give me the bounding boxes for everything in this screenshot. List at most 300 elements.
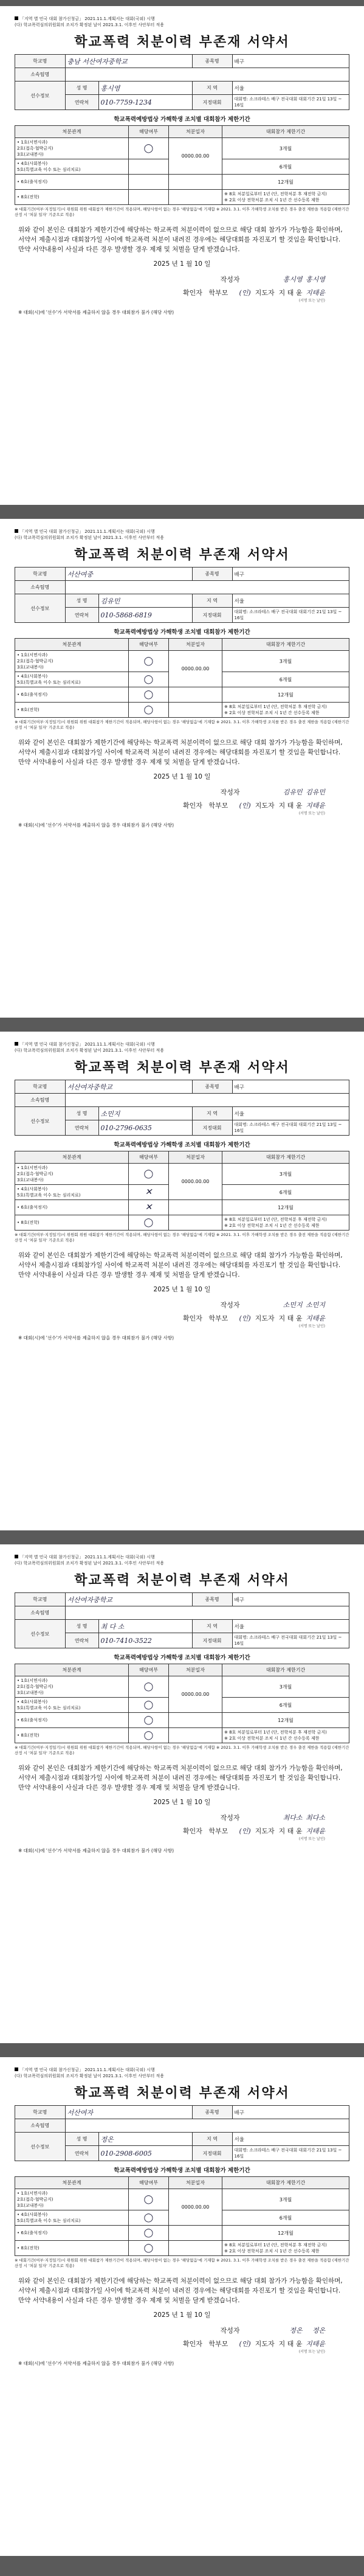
limit-cell: 3개월 [222, 651, 349, 672]
name-value: 김유민 [98, 594, 192, 608]
coach-signature: 지태윤 [306, 2340, 325, 2348]
check-mark [129, 190, 169, 205]
pledge-page [0, 519, 364, 1018]
date-cell-empty [169, 1728, 222, 1743]
name-value: 소민지 [98, 1107, 192, 1120]
measure-cell: • 1호(서면사과) 2호(접촉·협박금지) 3호(교내봉사) [15, 1676, 129, 1698]
limit-remark: ※ 8호 처분일로부터 1년 (단, 전학처분 후 재전학 금지) ※ 2호 이상 전학처분 조치 시 1년 간 선수등록 제한 [222, 703, 349, 718]
footnote: ※ 대회기간(여부·지정일기)시 위원회 위원 대회참가 제한기간이 적용되며, 해당사항이 없는 경우 '해당없음'에 기재함 ※ 2021. 3.1. 이후 가해학생 조치를 받은 경우 출전 제한을 적용함 (제한기간 산정 시 '처분 일자' 기준으로 적용) [15, 207, 349, 217]
col-check: 해당여부 [129, 1151, 169, 1164]
table-row [15, 651, 349, 672]
coach-name: 지 태 윤 [278, 802, 303, 810]
club-label: 소속팀명 [15, 68, 66, 82]
region-value: 서울 [232, 82, 349, 95]
date-cell-empty [169, 1200, 222, 1215]
sign-note: (서명 또는 날인) [298, 1324, 325, 1328]
check-mark: ◯ [129, 2189, 169, 2210]
sign-note: (서명 또는 날인) [298, 2350, 325, 2354]
check-mark: ✕ [129, 1200, 169, 1215]
date-cell: 0000.00.00 [169, 1676, 222, 1713]
measure-cell: • 4호(사회봉사) 5호(특별교육 이수 또는 심리치료) [15, 159, 129, 175]
header-note-2: (다) 학교폭력심의위원회의 조치가 확정된 날이 2021.3.1. 이후인 사안부터 적용 [15, 535, 164, 540]
header-note-2: (다) 학교폭력심의위원회의 조치가 확정된 날이 2021.3.1. 이후인 사안부터 적용 [15, 23, 164, 27]
confirmer-label: 확인자 [182, 1314, 202, 1322]
region-value: 서울 [232, 1620, 349, 1633]
measure-cell: • 4호(사회봉사) 5호(특별교육 이수 또는 심리치료) [15, 1698, 129, 1713]
date-cell-empty [169, 175, 222, 190]
parent-seal: (인) [239, 289, 251, 297]
check-mark: ◯ [129, 2226, 169, 2241]
section-title: 학교폭력예방법상 가해학생 조치별 대회참가 제한기간 [114, 1142, 250, 1148]
bottom-note: ※ 대회(시)에 '선수'가 서약서를 제출하지 않을 경우 대회참가 불가 (해당 사항) [18, 1335, 174, 1341]
table-row [15, 2189, 349, 2210]
date-cell-empty [169, 1215, 222, 1231]
pledge-date: 2025 년 1 월 10 일 [153, 260, 211, 268]
col-date: 처분일자 [169, 2177, 222, 2189]
club-value [65, 581, 349, 594]
athlete-label: 선수정보 [15, 1620, 66, 1648]
pledge-body: 위와 같이 본인은 대회참가 제한기간에 해당하는 학교폭력 처분이력이 없으므로 해당 대회 참가가 가능함을 확인하며, 서약서 제출시점과 대회참가일 사이에 학교폭력 처분이 내려진 경우에는 해당대회를 자진포기 할 것임을 확인합니다. 만약 서약내용이 사실과 다른 경우 발생할 경우 제재 및 처벌을 달게 받겠습니다. [18, 226, 343, 253]
coach-name: 지 태 윤 [278, 2340, 303, 2348]
phone-value: 010-2908-6005 [98, 2146, 192, 2161]
sign-note: (서명 또는 날인) [298, 299, 325, 303]
check-mark: ◯ [129, 1215, 169, 1231]
table-row [15, 1728, 349, 1743]
table-row [15, 1200, 349, 1215]
confirmer-label: 확인자 [182, 1827, 202, 1835]
limit-cell: 3개월 [222, 1676, 349, 1698]
limit-cell: 12개월 [222, 2226, 349, 2241]
bullet-square-icon [15, 1555, 18, 1558]
region-label: 지 역 [192, 594, 232, 608]
date-cell: 0000.00.00 [169, 2189, 222, 2226]
measure-table [15, 1151, 349, 1231]
measure-cell: • 1호(서면사과) 2호(접촉·협박금지) 3호(교내봉사) [15, 651, 129, 672]
bottom-note: ※ 대회(시)에 '선수'가 서약서를 제출하지 않을 경우 대회참가 불가 (해당 사항) [18, 822, 174, 828]
limit-remark: ※ 8호 처분일로부터 1년 (단, 전학처분 후 재전학 금지) ※ 2호 이상 전학처분 조치 시 1년 간 선수등록 제한 [222, 190, 349, 205]
header-note: 「지역 별 민국 대회 참가신청금」 2021.11.1.계획서는 대회(국외) 시행 [15, 16, 349, 22]
parent-label: 학부모 [208, 1314, 228, 1322]
header-note: 「지역 별 민국 대회 참가신청금」 2021.11.1.계획서는 대회(국외) 시행 [15, 2067, 349, 2073]
measure-cell: • 6호(출석정지) [15, 2226, 129, 2241]
check-mark: ◯ [129, 2241, 169, 2256]
check-mark: ◯ [129, 687, 169, 703]
pledge-page [0, 2057, 364, 2556]
club-value [65, 1606, 349, 1620]
phone-label: 연락처 [65, 95, 98, 110]
check-mark [129, 175, 169, 190]
coach-label: 지도자 [255, 1827, 275, 1835]
designated-event-label: 지정대회 [192, 1120, 232, 1136]
coach-signature: 지태윤 [306, 802, 325, 810]
header-note-2: (다) 학교폭력심의위원회의 조치가 확정된 날이 2021.3.1. 이후인 사안부터 적용 [15, 1561, 164, 1566]
writer-seal-signature: 최다소 [306, 1814, 325, 1822]
measure-cell: • 1호(서면사과) 2호(접촉·협박금지) 3호(교내봉사) [15, 138, 129, 159]
writer-label: 작성자 [220, 276, 240, 283]
page-title: 학교폭력 처분이력 부존재 서약서 [74, 35, 290, 50]
col-measure: 처분관계 [15, 2177, 129, 2189]
bullet-square-icon [15, 2067, 18, 2071]
designated-event-value: 대회명: 소크라테스 배구 전국대회 대회기간 21일 13일 ~ 16일 [232, 1120, 349, 1136]
date-cell-empty [169, 1713, 222, 1728]
pledge-date: 2025 년 1 월 10 일 [153, 1799, 211, 1806]
school-value: 서산여자 [65, 2106, 192, 2119]
sign-note: (서명 또는 날인) [298, 811, 325, 816]
designated-event-value: 대회명: 소크라테스 배구 전국대회 대회기간 21일 13일 ~ 16일 [232, 1633, 349, 1648]
coach-name: 지 태 윤 [278, 289, 303, 297]
school-label: 학교명 [15, 2106, 66, 2119]
check-mark: ◯ [129, 1698, 169, 1713]
measure-table [15, 638, 349, 718]
coach-label: 지도자 [255, 2340, 275, 2348]
coach-label: 지도자 [255, 1314, 275, 1322]
designated-event-label: 지정대회 [192, 2146, 232, 2161]
event-label: 종목명 [192, 1593, 232, 1606]
region-label: 지 역 [192, 1107, 232, 1120]
limit-cell: 12개월 [222, 175, 349, 190]
col-check: 해당여부 [129, 2177, 169, 2189]
school-value: 충남 서산여자중학교 [65, 55, 192, 68]
coach-name: 지 태 윤 [278, 1827, 303, 1835]
designated-event-value: 대회명: 소크라테스 배구 전국대회 대회기간 21일 13일 ~ 16일 [232, 2146, 349, 2161]
pledge-date: 2025 년 1 월 10 일 [153, 773, 211, 780]
col-limit: 대회참가 제한기간 [222, 126, 349, 138]
col-check: 해당여부 [129, 1664, 169, 1676]
club-value [65, 2119, 349, 2133]
date-cell-empty [169, 2226, 222, 2241]
table-row [15, 1713, 349, 1728]
col-limit: 대회참가 제한기간 [222, 639, 349, 651]
designated-event-label: 지정대회 [192, 608, 232, 623]
athlete-info-table [15, 567, 349, 623]
pledge-page [0, 6, 364, 505]
measure-cell: • 8호(전학) [15, 2241, 129, 2256]
col-date: 처분일자 [169, 1664, 222, 1676]
col-check: 해당여부 [129, 639, 169, 651]
region-label: 지 역 [192, 1620, 232, 1633]
event-label: 종목명 [192, 2106, 232, 2119]
parent-label: 학부모 [208, 289, 228, 297]
bullet-square-icon [15, 529, 18, 533]
parent-seal: (인) [239, 2340, 251, 2348]
phone-label: 연락처 [65, 608, 98, 623]
writer-signature: 최다소 [283, 1814, 303, 1822]
parent-seal: (인) [239, 1314, 251, 1322]
col-limit: 대회참가 제한기간 [222, 1151, 349, 1164]
writer-signature-row [15, 2324, 325, 2338]
writer-signature-row [15, 1811, 325, 1825]
col-limit: 대회참가 제한기간 [222, 1664, 349, 1676]
bottom-note: ※ 대회(시)에 '선수'가 서약서를 제출하지 않을 경우 대회참가 불가 (해당 사항) [18, 1848, 174, 1853]
table-row [15, 2226, 349, 2241]
region-value: 서울 [232, 2133, 349, 2146]
parent-label: 학부모 [208, 2340, 228, 2348]
table-row [15, 687, 349, 703]
footnote: ※ 대회기간(여부·지정일기)시 위원회 위원 대회참가 제한기간이 적용되며, 해당사항이 없는 경우 '해당없음'에 기재함 ※ 2021. 3.1. 이후 가해학생 조치를 받은 경우 출전 제한을 적용함 (제한기간 산정 시 '처분 일자' 기준으로 적용) [15, 1745, 349, 1755]
name-label: 성 명 [65, 82, 98, 95]
athlete-label: 선수정보 [15, 1107, 66, 1136]
page-title: 학교폭력 처분이력 부존재 서약서 [74, 1060, 290, 1075]
parent-seal: (인) [239, 802, 251, 810]
phone-value: 010-7410-3522 [98, 1633, 192, 1648]
writer-seal-signature: 소민지 [306, 1301, 325, 1309]
phone-value: 010-2796-0635 [98, 1120, 192, 1136]
check-mark: ◯ [129, 1713, 169, 1728]
footnote: ※ 대회기간(여부·지정일기)시 위원회 위원 대회참가 제한기간이 적용되며, 해당사항이 없는 경우 '해당없음'에 기재함 ※ 2021. 3.1. 이후 가해학생 조치를 받은 경우 출전 제한을 적용함 (제한기간 산정 시 '처분 일자' 기준으로 적용) [15, 720, 349, 730]
athlete-label: 선수정보 [15, 2133, 66, 2161]
sport-value: 배구 [232, 2106, 349, 2119]
phone-label: 연락처 [65, 2146, 98, 2161]
limit-remark: ※ 8호 처분일로부터 1년 (단, 전학처분 후 재전학 금지) ※ 2호 이상 전학처분 조치 시 1년 간 선수등록 제한 [222, 1215, 349, 1231]
name-label: 성 명 [65, 1107, 98, 1120]
athlete-label: 선수정보 [15, 594, 66, 623]
coach-signature: 지태윤 [306, 289, 325, 297]
athlete-info-table [15, 1592, 349, 1648]
phone-label: 연락처 [65, 1120, 98, 1136]
table-row [15, 138, 349, 159]
school-value: 서산여자중학교 [65, 1593, 192, 1606]
limit-cell: 12개월 [222, 687, 349, 703]
measure-cell: • 4호(사회봉사) 5호(특별교육 이수 또는 심리치료) [15, 1185, 129, 1200]
limit-cell: 6개월 [222, 1698, 349, 1713]
writer-label: 작성자 [220, 1301, 240, 1309]
measure-cell: • 8호(전학) [15, 1728, 129, 1743]
check-mark: ◯ [129, 138, 169, 159]
club-label: 소속팀명 [15, 1606, 66, 1620]
school-value: 서산여자중학교 [65, 1080, 192, 1094]
date-cell-empty [169, 703, 222, 718]
region-label: 지 역 [192, 2133, 232, 2146]
writer-signature-row [15, 786, 325, 799]
col-date: 처분일자 [169, 1151, 222, 1164]
limit-remark: ※ 8호 처분일로부터 1년 (단, 전학처분 후 재전학 금지) ※ 2호 이상 전학처분 조치 시 1년 간 선수등록 제한 [222, 1728, 349, 1743]
club-value [65, 68, 349, 82]
limit-cell: 3개월 [222, 1164, 349, 1185]
date-cell: 0000.00.00 [169, 138, 222, 175]
page-title: 학교폭력 처분이력 부존재 서약서 [74, 1573, 290, 1588]
coach-label: 지도자 [255, 802, 275, 810]
measure-cell: • 8호(전학) [15, 190, 129, 205]
check-mark: ◯ [129, 1164, 169, 1185]
check-mark: ✕ [129, 1185, 169, 1200]
event-label: 종목명 [192, 55, 232, 68]
coach-name: 지 태 윤 [278, 1314, 303, 1322]
limit-cell: 6개월 [222, 672, 349, 687]
writer-signature: 김유민 [283, 788, 303, 796]
confirmer-label: 확인자 [182, 802, 202, 810]
name-label: 성 명 [65, 594, 98, 608]
footnote: ※ 대회기간(여부·지정일기)시 위원회 위원 대회참가 제한기간이 적용되며, 해당사항이 없는 경우 '해당없음'에 기재함 ※ 2021. 3.1. 이후 가해학생 조치를 받은 경우 출전 제한을 적용함 (제한기간 산정 시 '처분 일자' 기준으로 적용) [15, 2258, 349, 2268]
school-label: 학교명 [15, 1080, 66, 1094]
date-cell: 0000.00.00 [169, 651, 222, 687]
section-title: 학교폭력예방법상 가해학생 조치별 대회참가 제한기간 [114, 116, 250, 123]
limit-cell: 6개월 [222, 2210, 349, 2226]
table-row [15, 1215, 349, 1231]
writer-signature: 소민지 [283, 1301, 303, 1309]
bottom-note: ※ 대회(시)에 '선수'가 서약서를 제출하지 않을 경우 대회참가 불가 (해당 사항) [18, 310, 174, 315]
section-title: 학교폭력예방법상 가해학생 조치별 대회참가 제한기간 [114, 629, 250, 636]
confirmer-label: 확인자 [182, 289, 202, 297]
section-title: 학교폭력예방법상 가해학생 조치별 대회참가 제한기간 [114, 1654, 250, 1661]
school-label: 학교명 [15, 568, 66, 581]
header-note-2: (다) 학교폭력심의위원회의 조치가 확정된 날이 2021.3.1. 이후인 사안부터 적용 [15, 2074, 164, 2078]
limit-cell: 6개월 [222, 1185, 349, 1200]
name-value: 홍시영 [98, 82, 192, 95]
table-row [15, 1164, 349, 1185]
writer-signature-row [15, 1299, 325, 1312]
sport-value: 배구 [232, 568, 349, 581]
sport-value: 배구 [232, 1080, 349, 1094]
check-mark: ◯ [129, 2210, 169, 2226]
event-label: 종목명 [192, 568, 232, 581]
club-label: 소속팀명 [15, 2119, 66, 2133]
writer-label: 작성자 [220, 788, 240, 796]
check-mark: ◯ [129, 1676, 169, 1698]
pledge-page [0, 1544, 364, 2043]
col-limit: 대회참가 제한기간 [222, 2177, 349, 2189]
header-note: 「지역 별 민국 대회 참가신청금」 2021.11.1.계획서는 대회(국외) 시행 [15, 1554, 349, 1560]
name-label: 성 명 [65, 2133, 98, 2146]
confirmer-label: 확인자 [182, 2340, 202, 2348]
limit-cell: 6개월 [222, 159, 349, 175]
school-value: 서산여중 [65, 568, 192, 581]
section-title: 학교폭력예방법상 가해학생 조치별 대회참가 제한기간 [114, 2167, 250, 2174]
limit-cell: 3개월 [222, 138, 349, 159]
check-mark: ◯ [129, 651, 169, 672]
athlete-info-table [15, 2105, 349, 2161]
check-mark: ◯ [129, 703, 169, 718]
col-measure: 처분관계 [15, 1151, 129, 1164]
writer-seal-signature: 정온 [312, 2327, 325, 2335]
pledge-date: 2025 년 1 월 10 일 [153, 2311, 211, 2319]
date-cell-empty [169, 190, 222, 205]
parent-label: 학부모 [208, 1827, 228, 1835]
check-mark: ◯ [129, 672, 169, 687]
measure-cell: • 4호(사회봉사) 5호(특별교육 이수 또는 심리치료) [15, 672, 129, 687]
date-cell: 0000.00.00 [169, 1164, 222, 1200]
club-value [65, 1094, 349, 1107]
athlete-info-table [15, 54, 349, 110]
table-row [15, 190, 349, 205]
page-title: 학교폭력 처분이력 부존재 서약서 [74, 2086, 290, 2101]
club-label: 소속팀명 [15, 581, 66, 594]
athlete-info-table [15, 1080, 349, 1136]
writer-signature: 홍시영 [283, 276, 303, 283]
header-note: 「지역 별 민국 대회 참가신청금」 2021.11.1.계획서는 대회(국외) 시행 [15, 1041, 349, 1047]
table-row [15, 175, 349, 190]
measure-cell: • 8호(전학) [15, 703, 129, 718]
measure-cell: • 6호(출석정지) [15, 687, 129, 703]
writer-signature-row [15, 273, 325, 286]
page-title: 학교폭력 처분이력 부존재 서약서 [74, 547, 290, 563]
coach-label: 지도자 [255, 289, 275, 297]
table-row [15, 703, 349, 718]
limit-remark: ※ 8호 처분일로부터 1년 (단, 전학처분 후 재전학 금지) ※ 2호 이상 전학처분 조치 시 1년 간 선수등록 제한 [222, 2241, 349, 2256]
pledge-body: 위와 같이 본인은 대회참가 제한기간에 해당하는 학교폭력 처분이력이 없으므로 해당 대회 참가가 가능함을 확인하며, 서약서 제출시점과 대회참가일 사이에 학교폭력 처분이 내려진 경우에는 해당대회를 자진포기 할 것임을 확인합니다. 만약 서약내용이 사실과 다른 경우 발생할 경우 제재 및 처벌을 달게 받겠습니다. [18, 2277, 343, 2304]
writer-label: 작성자 [220, 2327, 240, 2335]
phone-value: 010-5868-6819 [98, 608, 192, 623]
parent-label: 학부모 [208, 802, 228, 810]
measure-cell: • 4호(사회봉사) 5호(특별교육 이수 또는 심리치료) [15, 2210, 129, 2226]
bullet-square-icon [15, 16, 18, 20]
name-value: 최 다 소 [98, 1620, 192, 1633]
sport-value: 배구 [232, 55, 349, 68]
coach-signature: 지태윤 [306, 1314, 325, 1322]
measure-table [15, 2176, 349, 2256]
club-label: 소속팀명 [15, 1094, 66, 1107]
parent-seal: (인) [239, 1827, 251, 1835]
pledge-body: 위와 같이 본인은 대회참가 제한기간에 해당하는 학교폭력 처분이력이 없으므로 해당 대회 참가가 가능함을 확인하며, 서약서 제출시점과 대회참가일 사이에 학교폭력 처분이 내려진 경우에는 해당대회를 자진포기 할 것임을 확인합니다. 만약 서약내용이 사실과 다른 경우 발생할 경우 제재 및 처벌을 달게 받겠습니다. [18, 1252, 343, 1279]
region-value: 서울 [232, 1107, 349, 1120]
phone-label: 연락처 [65, 1633, 98, 1648]
measure-cell: • 1호(서면사과) 2호(접촉·협박금지) 3호(교내봉사) [15, 1164, 129, 1185]
region-label: 지 역 [192, 82, 232, 95]
name-value: 정온 [98, 2133, 192, 2146]
coach-signature: 지태윤 [306, 1827, 325, 1835]
writer-seal-signature: 홍시영 [306, 276, 325, 283]
table-row [15, 1676, 349, 1698]
bullet-square-icon [15, 1042, 18, 1046]
limit-cell: 3개월 [222, 2189, 349, 2210]
header-note-2: (다) 학교폭력심의위원회의 조치가 확정된 날이 2021.3.1. 이후인 사안부터 적용 [15, 1048, 164, 1053]
pledge-body: 위와 같이 본인은 대회참가 제한기간에 해당하는 학교폭력 처분이력이 없으므로 해당 대회 참가가 가능함을 확인하며, 서약서 제출시점과 대회참가일 사이에 학교폭력 처분이 내려진 경우에는 해당대회를 자진포기 할 것임을 확인합니다. 만약 서약내용이 사실과 다른 경우 발생할 경우 제재 및 처벌을 달게 받겠습니다. [18, 739, 343, 766]
measure-cell: • 6호(출석정지) [15, 175, 129, 190]
writer-seal-signature: 김유민 [306, 788, 325, 796]
col-date: 처분일자 [169, 126, 222, 138]
designated-event-value: 대회명: 소크라테스 배구 전국대회 대회기간 21일 13일 ~ 16일 [232, 608, 349, 623]
phone-value: 010-7759-1234 [98, 95, 192, 110]
designated-event-label: 지정대회 [192, 1633, 232, 1648]
header-note: 「지역 별 민국 대회 참가신청금」 2021.11.1.계획서는 대회(국외) 시행 [15, 529, 349, 535]
col-date: 처분일자 [169, 639, 222, 651]
athlete-label: 선수정보 [15, 82, 66, 110]
measure-cell: • 6호(출석정지) [15, 1713, 129, 1728]
date-cell-empty [169, 2241, 222, 2256]
check-mark [129, 159, 169, 175]
pledge-date: 2025 년 1 월 10 일 [153, 1286, 211, 1293]
limit-cell: 12개월 [222, 1200, 349, 1215]
sport-value: 배구 [232, 1593, 349, 1606]
check-mark: ◯ [129, 1728, 169, 1743]
col-check: 해당여부 [129, 126, 169, 138]
measure-table [15, 1664, 349, 1743]
table-row [15, 2241, 349, 2256]
region-value: 서울 [232, 594, 349, 608]
col-measure: 처분관계 [15, 126, 129, 138]
writer-signature: 정온 [289, 2327, 303, 2335]
bottom-note: ※ 대회(시)에 '선수'가 서약서를 제출하지 않을 경우 대회참가 불가 (해당 사항) [18, 2361, 174, 2366]
school-label: 학교명 [15, 55, 66, 68]
limit-cell: 12개월 [222, 1713, 349, 1728]
writer-label: 작성자 [220, 1814, 240, 1822]
event-label: 종목명 [192, 1080, 232, 1094]
measure-cell: • 6호(출석정지) [15, 1200, 129, 1215]
designated-event-value: 대회명: 소크라테스 배구 전국대회 대회기간 21일 13일 ~ 16일 [232, 95, 349, 110]
school-label: 학교명 [15, 1593, 66, 1606]
sign-note: (서명 또는 날인) [298, 1837, 325, 1841]
name-label: 성 명 [65, 1620, 98, 1633]
designated-event-label: 지정대회 [192, 95, 232, 110]
measure-cell: • 1호(서면사과) 2호(접촉·협박금지) 3호(교내봉사) [15, 2189, 129, 2210]
col-measure: 처분관계 [15, 639, 129, 651]
measure-table [15, 125, 349, 205]
date-cell-empty [169, 687, 222, 703]
pledge-page [0, 1032, 364, 1530]
measure-cell: • 8호(전학) [15, 1215, 129, 1231]
footnote: ※ 대회기간(여부·지정일기)시 위원회 위원 대회참가 제한기간이 적용되며, 해당사항이 없는 경우 '해당없음'에 기재함 ※ 2021. 3.1. 이후 가해학생 조치를 받은 경우 출전 제한을 적용함 (제한기간 산정 시 '처분 일자' 기준으로 적용) [15, 1232, 349, 1243]
pledge-body: 위와 같이 본인은 대회참가 제한기간에 해당하는 학교폭력 처분이력이 없으므로 해당 대회 참가가 가능함을 확인하며, 서약서 제출시점과 대회참가일 사이에 학교폭력 처분이 내려진 경우에는 해당대회를 자진포기 할 것임을 확인합니다. 만약 서약내용이 사실과 다른 경우 발생할 경우 제재 및 처벌을 달게 받겠습니다. [18, 1765, 343, 1791]
col-measure: 처분관계 [15, 1664, 129, 1676]
